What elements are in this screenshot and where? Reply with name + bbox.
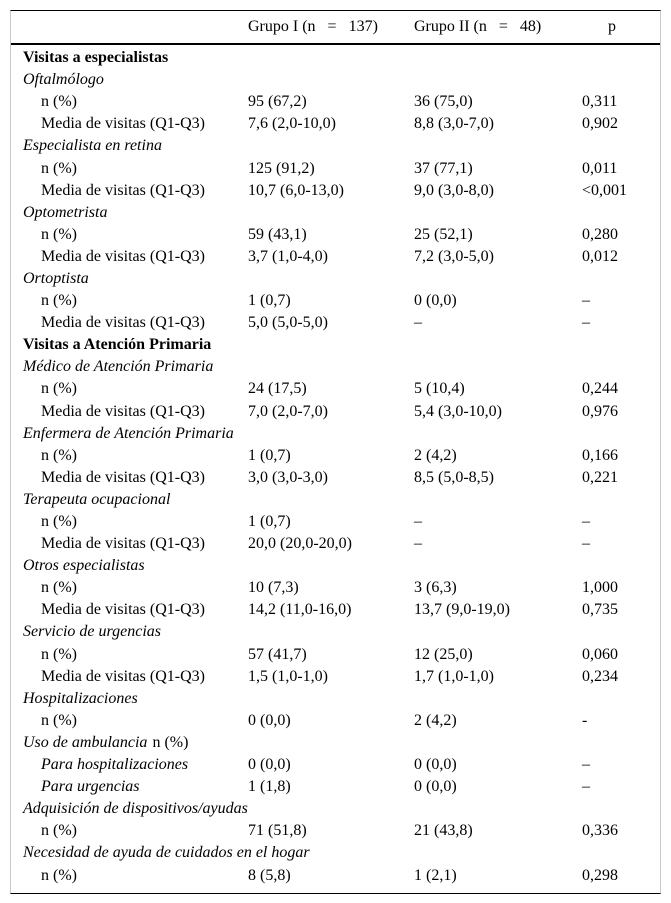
table-row (11, 820, 660, 842)
cell-p: 0,336 (582, 822, 618, 840)
cell-grupo1: 0 (0,0) (248, 711, 291, 729)
cell-p: 0,735 (582, 601, 618, 619)
cell-grupo2: – (414, 513, 422, 531)
table-row (11, 621, 660, 643)
row-label: n (%) (41, 711, 77, 729)
row-label: Para urgencias (41, 778, 140, 796)
row-label: Media de visitas (Q1-Q3) (41, 601, 205, 619)
cell-grupo2: 21 (43,8) (414, 822, 473, 840)
cell-grupo1: 1 (0,7) (248, 513, 291, 531)
cell-grupo2: – (414, 314, 422, 332)
cell-grupo1: 95 (67,2) (248, 93, 307, 111)
table-row (11, 599, 660, 621)
table-row (11, 511, 660, 533)
row-label: Especialista en retina (23, 137, 162, 155)
row-label: Para hospitalizaciones (41, 756, 189, 774)
row-label: n (%) (41, 93, 77, 111)
row-label: Media de visitas (Q1-Q3) (41, 314, 205, 332)
healthcare-use-table (10, 10, 661, 894)
table-row (11, 423, 660, 445)
cell-grupo1: 3,0 (3,0-3,0) (248, 468, 328, 486)
cell-grupo2: – (414, 535, 422, 553)
cell-grupo2: 5 (10,4) (414, 380, 465, 398)
table-row (11, 290, 660, 312)
table-row (11, 688, 660, 710)
table-row (11, 69, 660, 91)
row-label: n (%) (41, 866, 77, 884)
table-body (11, 45, 660, 893)
row-label: Media de visitas (Q1-Q3) (41, 181, 205, 199)
table-row (11, 356, 660, 378)
row-label: Visitas a especialistas (23, 49, 169, 67)
cell-grupo1: 57 (41,7) (248, 645, 307, 663)
cell-grupo2: 1 (2,1) (414, 866, 457, 884)
table-row (11, 180, 660, 202)
cell-grupo2: 8,8 (3,0-7,0) (414, 115, 494, 133)
cell-grupo1: 1 (0,7) (248, 292, 291, 310)
cell-grupo1: 1 (1,8) (248, 778, 291, 796)
table-header-row (11, 11, 660, 45)
row-label: Media de visitas (Q1-Q3) (41, 667, 205, 685)
cell-p: 0,060 (582, 645, 618, 663)
row-label: n (%) (41, 225, 77, 243)
row-label: Media de visitas (Q1-Q3) (41, 468, 205, 486)
header-grupo2: Grupo II (n = 48) (414, 18, 542, 35)
row-label: n (%) (41, 645, 77, 663)
cell-grupo2: 2 (4,2) (414, 446, 457, 464)
cell-grupo1: 7,6 (2,0-10,0) (248, 115, 336, 133)
cell-grupo2: 0 (0,0) (414, 756, 457, 774)
row-label: Otros especialistas (23, 557, 145, 575)
cell-p: 0,234 (582, 667, 618, 685)
row-label: n (%) (41, 292, 77, 310)
row-label: Hospitalizaciones (23, 689, 138, 707)
table-row (11, 312, 660, 334)
table-row (11, 113, 660, 135)
cell-p: 0,012 (582, 247, 618, 265)
cell-p: 0,280 (582, 225, 618, 243)
table-row (11, 710, 660, 732)
cell-grupo1: 0 (0,0) (248, 756, 291, 774)
table-row (11, 334, 660, 356)
row-label: n (%) (41, 446, 77, 464)
table-row (11, 157, 660, 179)
row-label (11, 734, 248, 752)
table-row (11, 666, 660, 688)
row-label: n (%) (41, 822, 77, 840)
cell-grupo2: 3 (6,3) (414, 579, 457, 597)
row-label: Media de visitas (Q1-Q3) (41, 247, 205, 265)
table-row (11, 401, 660, 423)
cell-p: 0,011 (582, 159, 618, 177)
table-row (11, 533, 660, 555)
row-label: Media de visitas (Q1-Q3) (41, 402, 205, 420)
table-row (11, 798, 660, 820)
cell-p: 0,298 (582, 866, 618, 884)
row-label: Médico de Atención Primaria (23, 358, 214, 376)
cell-p: 1,000 (582, 579, 618, 597)
row-label: n (%) (41, 159, 77, 177)
cell-p: – (582, 513, 590, 531)
row-label-roman: n (%) (152, 733, 189, 751)
cell-grupo1: 10 (7,3) (248, 579, 299, 597)
cell-grupo1: 59 (43,1) (248, 225, 307, 243)
table-row (11, 732, 660, 754)
cell-grupo2: 0 (0,0) (414, 292, 457, 310)
cell-grupo2: 36 (75,0) (414, 93, 473, 111)
table-row (11, 91, 660, 113)
cell-p: - (582, 711, 588, 729)
row-label: Oftalmólogo (23, 71, 104, 89)
table-row (11, 246, 660, 268)
cell-grupo1: 1 (0,7) (248, 446, 291, 464)
row-label: Servicio de urgencias (23, 623, 162, 641)
table-row (11, 202, 660, 224)
row-label: Media de visitas (Q1-Q3) (41, 535, 205, 553)
table-row (11, 378, 660, 400)
row-label-italic: Uso de ambulancia (23, 733, 148, 751)
cell-p: 0,311 (582, 93, 618, 111)
table-row (11, 577, 660, 599)
table-row (11, 135, 660, 157)
cell-grupo1: 125 (91,2) (248, 159, 315, 177)
cell-grupo1: 7,0 (2,0-7,0) (248, 402, 328, 420)
table-row (11, 644, 660, 666)
cell-grupo1: 20,0 (20,0-20,0) (248, 535, 352, 553)
cell-grupo1: 24 (17,5) (248, 380, 307, 398)
cell-grupo2: 37 (77,1) (414, 159, 473, 177)
cell-p: 0,166 (582, 446, 618, 464)
row-label: Media de visitas (Q1-Q3) (41, 115, 205, 133)
cell-grupo1: 71 (51,8) (248, 822, 307, 840)
cell-grupo2: 5,4 (3,0-10,0) (414, 402, 502, 420)
cell-p: 0,244 (582, 380, 618, 398)
table-row (11, 445, 660, 467)
table-row (11, 555, 660, 577)
cell-p: – (582, 756, 590, 774)
row-label: Terapeuta ocupacional (23, 490, 171, 508)
cell-grupo2: 12 (25,0) (414, 645, 473, 663)
row-label: Optometrista (23, 203, 108, 221)
cell-grupo1: 14,2 (11,0-16,0) (248, 601, 352, 619)
cell-grupo2: 13,7 (9,0-19,0) (414, 601, 510, 619)
header-p: p (608, 18, 616, 35)
table-row (11, 467, 660, 489)
header-grupo1: Grupo I (n = 137) (248, 18, 378, 35)
cell-grupo1: 3,7 (1,0-4,0) (248, 247, 328, 265)
row-label: Adquisición de dispositivos/ayudas (23, 800, 248, 818)
row-label: Enfermera de Atención Primaria (23, 424, 234, 442)
row-label: n (%) (41, 513, 77, 531)
row-label: Visitas a Atención Primaria (23, 336, 212, 354)
table-row (11, 842, 660, 864)
table-row (11, 47, 660, 69)
row-label: n (%) (41, 380, 77, 398)
cell-p: – (582, 314, 590, 332)
cell-p: 0,976 (582, 402, 618, 420)
table-row (11, 754, 660, 776)
cell-grupo2: 0 (0,0) (414, 778, 457, 796)
table-row (11, 268, 660, 290)
cell-p: 0,221 (582, 468, 618, 486)
cell-grupo2: 9,0 (3,0-8,0) (414, 181, 494, 199)
cell-p: 0,902 (582, 115, 618, 133)
table-row (11, 489, 660, 511)
table-row (11, 224, 660, 246)
row-label: Necesidad de ayuda de cuidados en el hogar (23, 844, 310, 862)
cell-grupo2: 25 (52,1) (414, 225, 473, 243)
table-row (11, 864, 660, 886)
cell-p: – (582, 292, 590, 310)
cell-grupo2: 8,5 (5,0-8,5) (414, 468, 494, 486)
cell-grupo1: 10,7 (6,0-13,0) (248, 181, 344, 199)
cell-grupo2: 2 (4,2) (414, 711, 457, 729)
cell-p: <0,001 (582, 181, 628, 199)
cell-grupo1: 5,0 (5,0-5,0) (248, 314, 328, 332)
cell-grupo2: 1,7 (1,0-1,0) (414, 667, 494, 685)
cell-p: – (582, 778, 590, 796)
cell-p: – (582, 535, 590, 553)
row-label: n (%) (41, 579, 77, 597)
row-label: Ortoptista (23, 269, 89, 287)
cell-grupo1: 1,5 (1,0-1,0) (248, 667, 328, 685)
table-row (11, 776, 660, 798)
cell-grupo1: 8 (5,8) (248, 866, 291, 884)
cell-grupo2: 7,2 (3,0-5,0) (414, 247, 494, 265)
